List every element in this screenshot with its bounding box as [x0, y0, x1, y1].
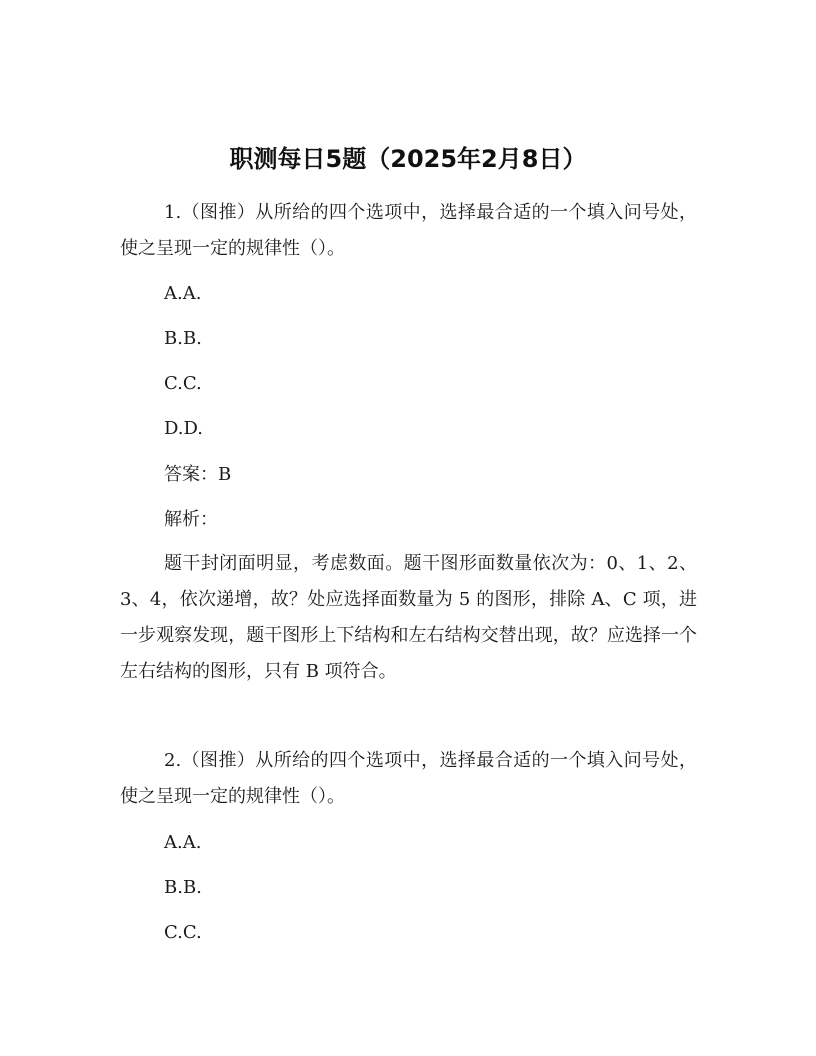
- question-1-option-d: D.D.: [164, 418, 204, 439]
- question-2-option-c: C.C.: [164, 922, 202, 943]
- question-1-option-a: A.A.: [164, 283, 202, 304]
- question-2-stem: 2.（图推）从所给的四个选项中，选择最合适的一个填入问号处，使之呈现一定的规律性（）。: [120, 750, 697, 807]
- question-1-option-b: B.B.: [164, 328, 202, 349]
- question-1-option-c: C.C.: [164, 373, 202, 394]
- question-2-option-b: B.B.: [164, 877, 202, 898]
- question-1-analysis: 题干封闭面明显，考虑数面。题干图形面数量依次为：0、1、2、3、4，依次递增，故？处应选择面数量为 5 的图形，排除 A、C 项，进一步观察发现，题干图形上下结构和左右结构交替出现，故？应选择一个左右结构的图形，只有 B 项符合。: [120, 553, 697, 682]
- question-2-option-a: A.A.: [164, 832, 202, 853]
- question-1-answer: 答案：B: [164, 464, 232, 485]
- question-1-stem: 1.（图推）从所给的四个选项中，选择最合适的一个填入问号处，使之呈现一定的规律性（）。: [120, 202, 697, 259]
- page-title: 职测每日5题（2025年2月8日）: [229, 145, 587, 173]
- question-1-analysis-label: 解析：: [164, 509, 218, 530]
